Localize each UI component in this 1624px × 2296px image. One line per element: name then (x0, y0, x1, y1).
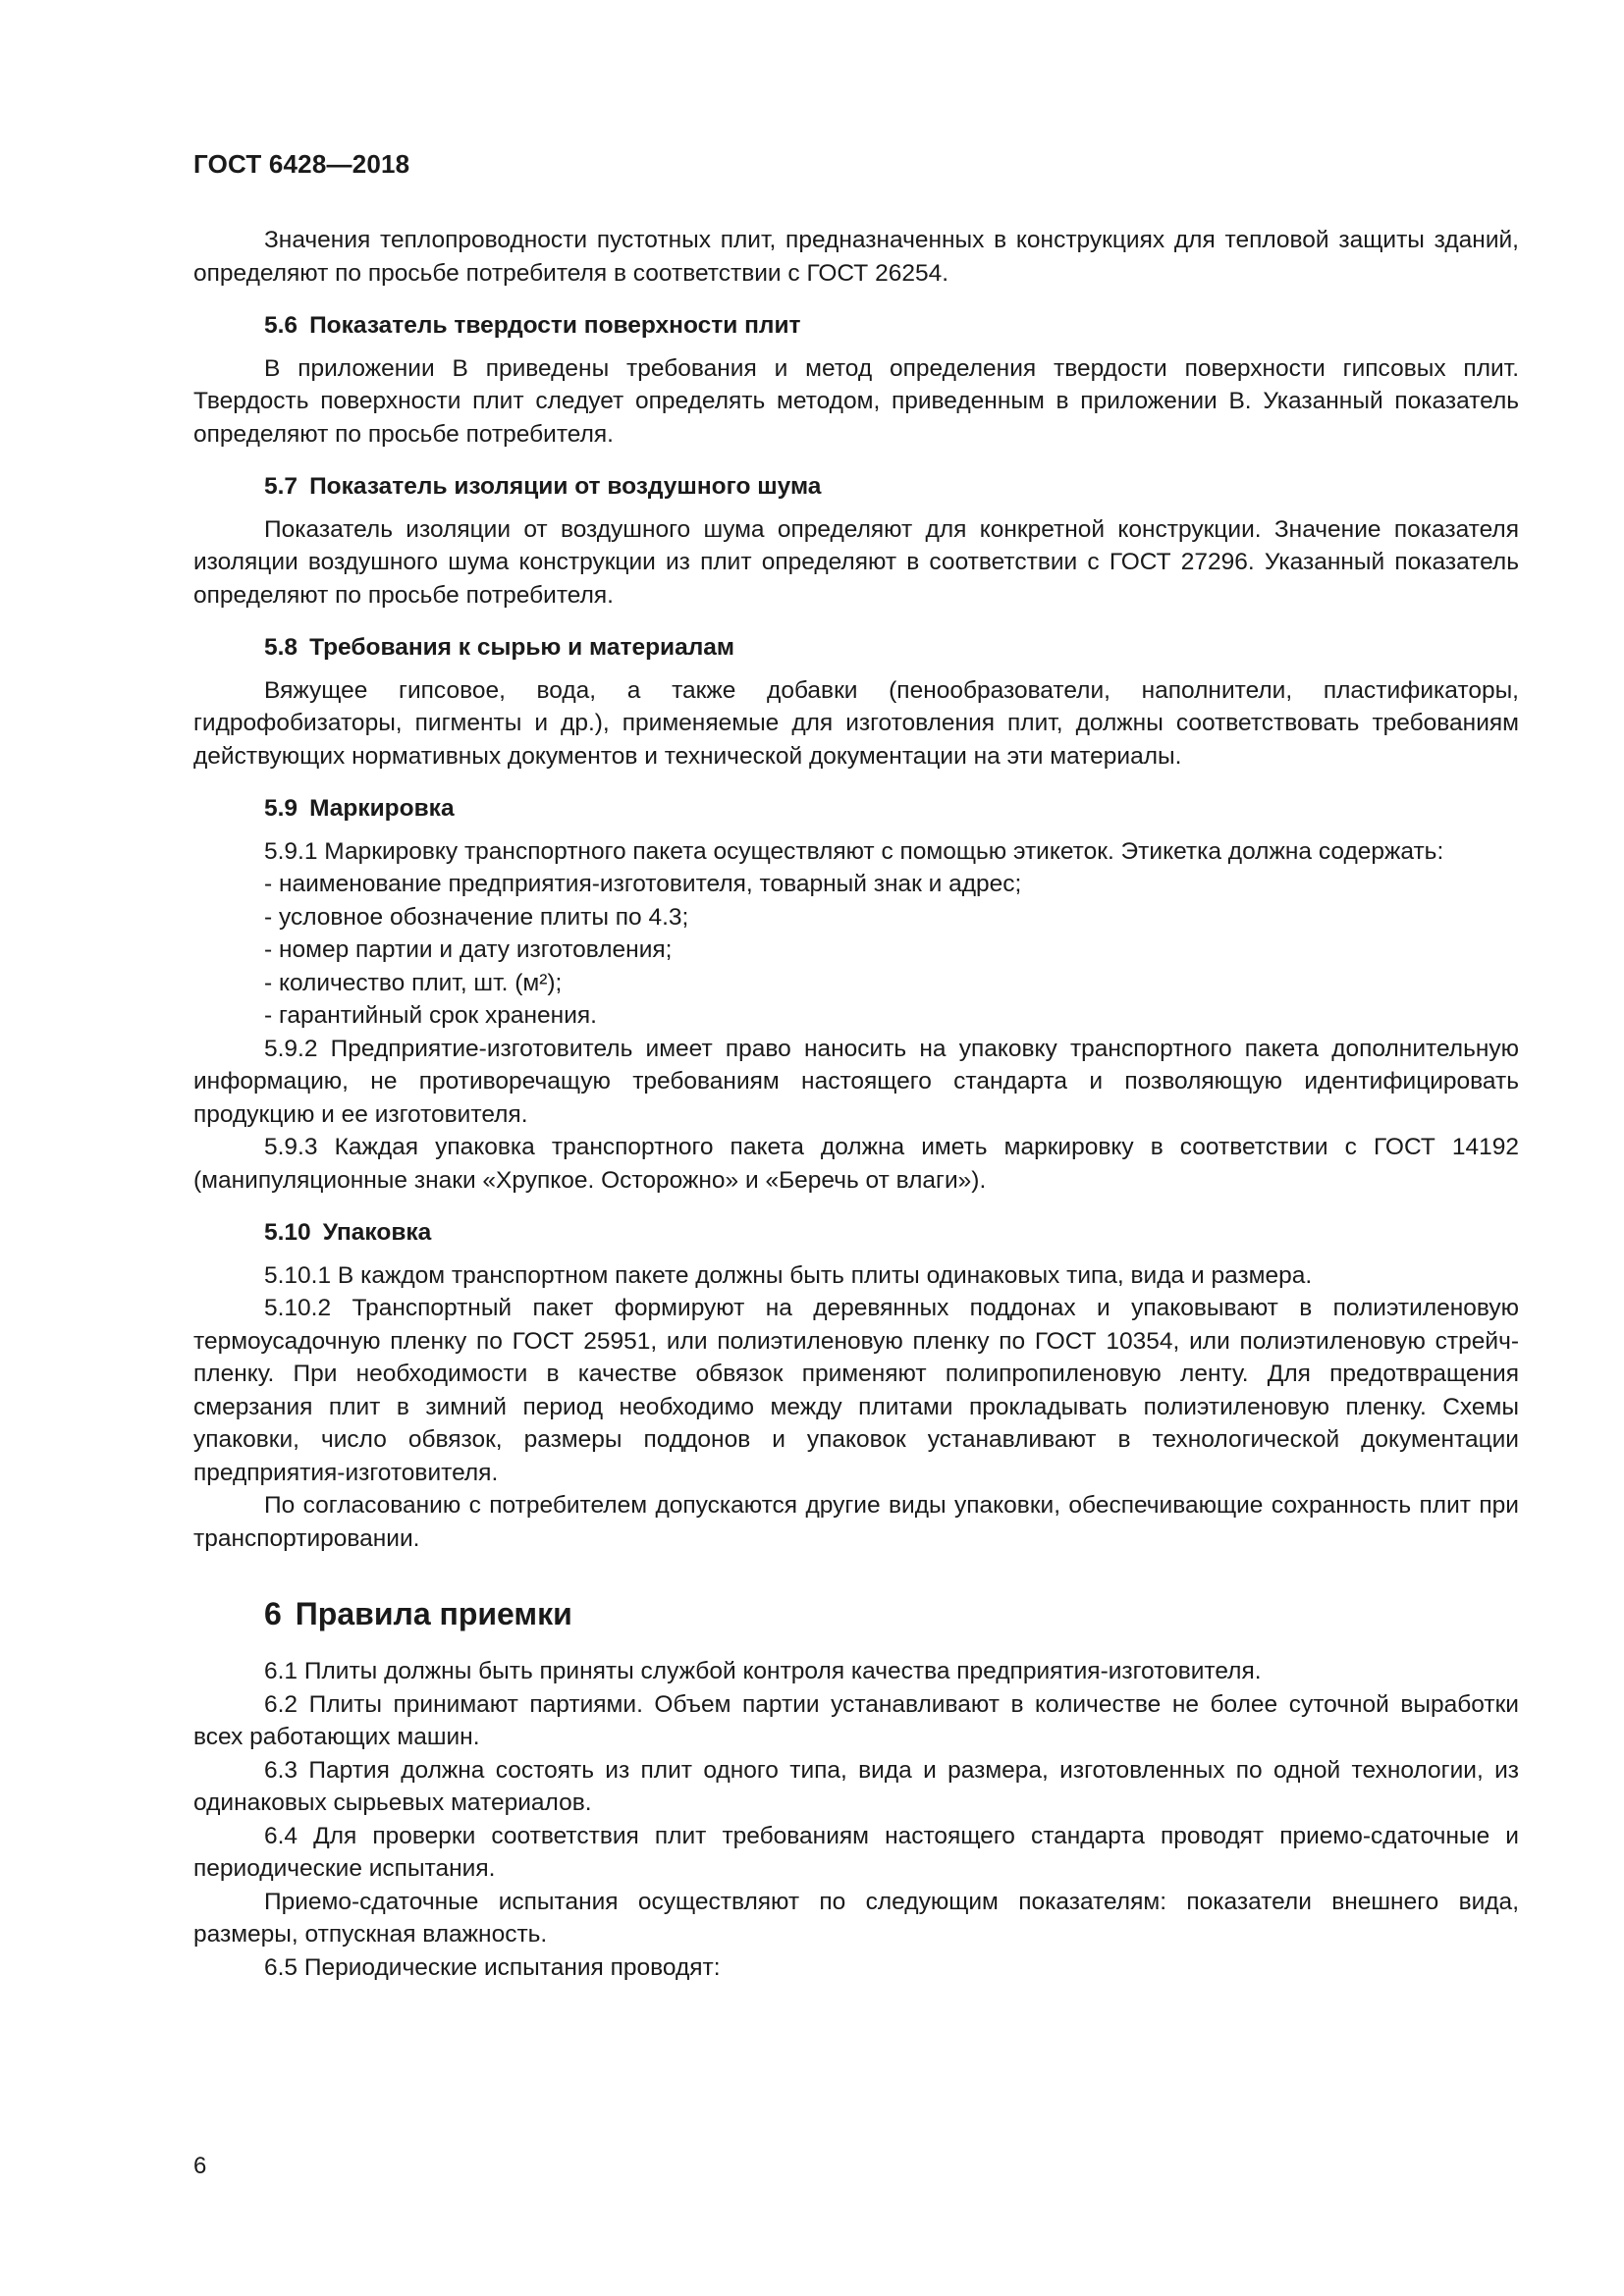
paragraph-5-9-1: 5.9.1 Маркировку транспортного пакета осуществляют с помощью этикеток. Этикетка должна содержать: (264, 837, 1444, 865)
section-heading-5-10 (193, 1216, 1519, 1250)
paragraph-6-5: 6.5 Периодические испытания проводят: (264, 1953, 721, 1981)
paragraph-5-10-1: 5.10.1 В каждом транспортном пакете должны быть плиты одинаковых типа, вида и размера. (264, 1261, 1313, 1289)
paragraph-noise-isolation: Показатель изоляции от воздушного шума определяют для конкретной конструкции. Значение показателя изоляции воздушного шума конструкции из плит определяют в соответствии с ГОСТ 27296. Указанный показатель определяют по просьбе потребителя. (193, 515, 1519, 609)
paragraph-6-3: 6.3 Партия должна состоять из плит одного типа, вида и размера, изготовленных по одной технологии, из одинаковых сырьевых материалов. (193, 1756, 1519, 1816)
section-title: Маркировка (309, 795, 455, 822)
list-item: - номер партии и дату изготовления; (264, 936, 673, 963)
section-title: Показатель твердости поверхности плит (309, 312, 801, 339)
list-item: - условное обозначение плиты по 4.3; (264, 903, 689, 931)
paragraph-6-2: 6.2 Плиты принимают партиями. Объем партии устанавливают в количестве не более суточной выработки всех работающих машин. (193, 1690, 1519, 1750)
chapter-heading-6 (193, 1594, 1519, 1633)
section-number: 5.8 (264, 634, 298, 661)
section-title: Требования к сырью и материалам (309, 634, 735, 661)
paragraph-5-9-3: 5.9.3 Каждая упаковка транспортного пакета должна иметь маркировку в соответствии с ГОСТ 14192 (манипуляционные знаки «Хрупкое. Осторожно» и «Беречь от влаги»). (193, 1134, 1519, 1194)
section-title: Показатель изоляции от воздушного шума (309, 473, 822, 500)
section-number: 5.10 (264, 1219, 311, 1246)
section-heading-5-7 (193, 470, 1519, 504)
list-item: - наименование предприятия-изготовителя, товарный знак и адрес; (264, 871, 1022, 897)
section-number: 5.6 (264, 312, 298, 339)
section-heading-5-8 (193, 631, 1519, 665)
chapter-number: 6 (264, 1596, 282, 1631)
chapter-title: Правила приемки (295, 1596, 572, 1631)
paragraph-6-4: 6.4 Для проверки соответствия плит требованиям настоящего стандарта проводят приемо-сдаточные и периодические испытания. (193, 1822, 1519, 1882)
document-page (193, 147, 1519, 1984)
document-header: ГОСТ 6428—2018 (193, 149, 410, 179)
section-heading-5-6 (193, 309, 1519, 343)
paragraph-thermal-conductivity: Значения теплопроводности пустотных плит, предназначенных в конструкциях для тепловой защиты зданий, определяют по просьбе потребителя в соответствии с ГОСТ 26254. (193, 227, 1519, 287)
list-item: - гарантийный срок хранения. (264, 1002, 597, 1029)
paragraph-5-9-2: 5.9.2 Предприятие-изготовитель имеет право наносить на упаковку транспортного пакета дополнительную информацию, не противоречащую требованиям настоящего стандарта и позволяющую идентифицировать продукцию и ее изготовителя. (193, 1035, 1519, 1128)
section-number: 5.9 (264, 795, 298, 822)
section-heading-5-9 (193, 792, 1519, 826)
section-number: 5.7 (264, 473, 298, 500)
paragraph-packaging-agreement: По согласованию с потребителем допускаются другие виды упаковки, обеспечивающие сохранность плит при транспортировании. (193, 1492, 1519, 1552)
paragraph-6-1: 6.1 Плиты должны быть приняты службой контроля качества предприятия-изготовителя. (264, 1658, 1262, 1684)
section-title: Упаковка (322, 1219, 432, 1246)
paragraph-surface-hardness: В приложении В приведены требования и метод определения твердости поверхности гипсовых плит. Твердость поверхности плит следует определять методом, приведенным в приложении В. Указанный показатель определяют по просьбе потребителя. (193, 354, 1519, 448)
paragraph-5-10-2: 5.10.2 Транспортный пакет формируют на деревянных поддонах и упаковывают в полиэтиленовую термоусадочную пленку по ГОСТ 25951, или полиэтиленовую пленку по ГОСТ 10354, или полиэтиленовую стрейч-пленку. При необходимости в качестве обвязок применяют полипропиленовую ленту. Для предотвращения смерзания плит в зимний период необходимо между плитами прокладывать полиэтиленовую пленку. Схемы упаковки, число обвязок, размеры поддонов и упаковок устанавливают в технологической документации предприятия-изготовителя. (193, 1295, 1519, 1486)
list-item: - количество плит, шт. (м²); (264, 969, 563, 996)
page-number: 6 (193, 2153, 207, 2179)
paragraph-acceptance-tests: Приемо-сдаточные испытания осуществляют по следующим показателям: показатели внешнего вида, размеры, отпускная влажность. (193, 1888, 1519, 1948)
paragraph-raw-materials: Вяжущее гипсовое, вода, а также добавки (пенообразователи, наполнители, пластификаторы, гидрофобизаторы, пигменты и др.), применяемые для изготовления плит, должны соответствовать требованиям действующих нормативных документов и технической документации на эти материалы. (193, 676, 1519, 770)
